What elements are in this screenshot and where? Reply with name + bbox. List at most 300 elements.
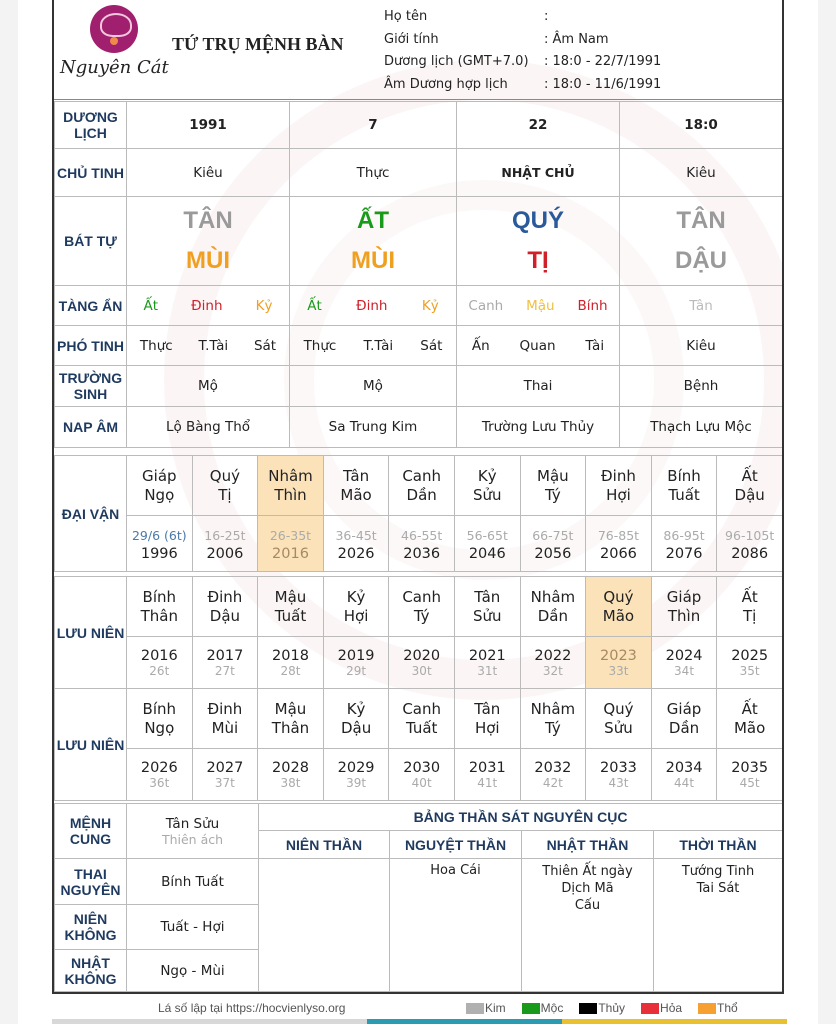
chart-frame	[52, 0, 784, 994]
chi-text: Hợi	[606, 485, 631, 504]
luu-nien-year-cell	[323, 749, 389, 801]
year-text: 2046	[468, 545, 506, 562]
thoi-than-cell	[654, 859, 783, 992]
can-text: QUÝ	[511, 207, 564, 234]
age-text: 40t	[411, 775, 432, 790]
dai-van-cell	[323, 456, 389, 516]
chi-text: Tuất	[274, 606, 307, 625]
age-text: 86-95t	[663, 527, 705, 543]
luu-nien-cell	[651, 689, 717, 749]
luu-nien-year-row	[55, 637, 783, 689]
than-sat-title-row	[55, 804, 783, 831]
hidden-stem: Canh	[468, 297, 504, 314]
nien-khong-value: Tuất - Hợi	[127, 905, 259, 950]
luu-nien-year-cell	[127, 749, 193, 801]
age-text: 43t	[608, 775, 629, 790]
year-text: 2017	[206, 647, 244, 664]
nien-than-cell	[259, 859, 390, 992]
column-header: THỜI THẦN	[654, 831, 783, 859]
nap-am-cell: Sa Trung Kim	[290, 407, 457, 448]
luu-nien-cell	[454, 577, 520, 637]
age-text: 76-85t	[597, 527, 640, 543]
year-text: 2029	[337, 759, 375, 776]
age-text: 34t	[674, 663, 695, 678]
tang-an-cell	[457, 286, 620, 326]
year-text: 2024	[665, 647, 703, 664]
than-sat-item: Tướng Tinh	[681, 864, 755, 879]
chi-text: Mão	[340, 485, 372, 504]
can-text: Giáp	[142, 466, 177, 485]
chi-text: Sửu	[472, 606, 502, 625]
luu-nien-cell	[323, 577, 389, 637]
chu-tinh-cell: NHẬT CHỦ	[457, 149, 620, 197]
age-text: 28t	[280, 663, 301, 678]
can-text: Kỷ	[477, 466, 497, 485]
info-value: : 18:0 - 22/7/1991	[544, 54, 662, 69]
hidden-stem: Ất	[307, 297, 322, 314]
chi-text: Dần	[668, 718, 700, 737]
can-text: Tân	[474, 587, 501, 606]
age-text: 26-35t	[269, 527, 312, 543]
pho-tinh-cell	[620, 326, 783, 366]
can-text: Bính	[667, 466, 701, 485]
element-legend	[466, 1001, 754, 1015]
can-text: Mậu	[274, 587, 307, 606]
row-label: TÀNG ẨN	[55, 286, 127, 326]
tang-an-cell	[127, 286, 290, 326]
info-key: Giới tính	[384, 31, 439, 47]
dai-van-year-cell	[717, 516, 783, 572]
year-text: 2036	[403, 545, 441, 562]
luu-nien-year-cell	[454, 637, 520, 689]
can-text: Tân	[343, 466, 370, 485]
pho-tinh-cell	[127, 326, 290, 366]
footer-bar-gray	[52, 1019, 367, 1024]
can-text: Canh	[402, 466, 442, 485]
row-chu-tinh	[55, 149, 783, 197]
age-text: 36t	[149, 775, 170, 790]
chi-text: Sửu	[604, 718, 633, 737]
luu-nien-cell	[127, 689, 193, 749]
pho-tinh-item: Sát	[253, 337, 277, 354]
chi-text: DẬU	[675, 247, 727, 274]
age-text: 36-45t	[335, 527, 377, 543]
year-text: 2035	[731, 759, 769, 776]
year-text: 2027	[206, 759, 244, 776]
cycles-table	[54, 455, 783, 801]
age-text: 38t	[280, 775, 301, 790]
age-text: 35t	[739, 663, 760, 678]
bat-tu-cell	[620, 197, 783, 286]
dai-van-year-cell	[389, 516, 455, 572]
row-label: THAI NGUYÊN	[55, 859, 127, 905]
chi-text: MÙI	[351, 247, 395, 274]
nap-am-cell: Thạch Lựu Mộc	[620, 407, 783, 448]
can-text: Nhâm	[530, 699, 576, 718]
age-text: 41t	[477, 775, 498, 790]
year-text: 2021	[468, 647, 506, 664]
chi-text: Mão	[733, 718, 766, 737]
legend-item	[579, 1001, 625, 1015]
row-label: LƯU NIÊN	[55, 577, 127, 689]
column-header: NIÊN THẦN	[259, 831, 390, 859]
luu-nien-year-row	[55, 749, 783, 801]
can-text: Canh	[402, 587, 442, 606]
age-text: 37t	[214, 775, 235, 790]
footer-bar-teal	[367, 1019, 562, 1024]
age-text: 32t	[542, 663, 563, 678]
luu-nien-cell	[389, 577, 455, 637]
luu-nien-year-cell	[258, 637, 324, 689]
chi-text: Dần	[537, 606, 568, 625]
can-text: Nhâm	[530, 587, 576, 606]
year-text: 1996	[140, 545, 178, 562]
chi-text: Thìn	[667, 606, 701, 625]
legend-item	[466, 1001, 506, 1015]
chi-text: Hợi	[474, 718, 500, 737]
can-text: Ất	[741, 699, 758, 718]
row-label: NAP ÂM	[55, 407, 127, 448]
truong-sinh-cell: Mộ	[127, 366, 290, 407]
can-text: Đinh	[601, 466, 636, 485]
legend-label: Mộc	[540, 1001, 564, 1015]
column-header: NGUYỆT THẦN	[390, 831, 522, 859]
pillars-table	[54, 101, 783, 448]
dai-van-year-cell	[454, 516, 520, 572]
legend-swatch	[522, 1003, 540, 1014]
info-value: :	[544, 9, 549, 24]
info-value: : 18:0 - 11/6/1991	[544, 76, 662, 92]
dai-van-cell	[389, 456, 455, 516]
hidden-stem: Kỷ	[421, 297, 439, 314]
row-label: ĐẠI VẬN	[55, 456, 127, 572]
can-text: Mậu	[537, 466, 569, 485]
luu-nien-year-cell	[717, 637, 783, 689]
dai-van-cell	[192, 456, 258, 516]
chi-text: Dậu	[734, 485, 765, 504]
bat-tu-cell	[457, 197, 620, 286]
header	[54, 0, 782, 100]
info-row	[384, 6, 661, 29]
luu-nien-can-chi-row	[55, 689, 783, 749]
logo-text: Nguyên Cát	[60, 57, 169, 78]
can-text: Nhâm	[268, 466, 313, 485]
luu-nien-year-cell	[520, 637, 586, 689]
row-label: BÁT TỰ	[55, 197, 127, 286]
row-pho-tinh	[55, 326, 783, 366]
pho-tinh-item: Ấn	[471, 337, 490, 354]
age-text: 30t	[411, 663, 432, 678]
luu-nien-cell	[192, 577, 258, 637]
year-text: 2022	[534, 647, 572, 664]
hour-pillar-value: 18:0	[620, 102, 783, 149]
age-text: 31t	[477, 663, 498, 678]
luu-nien-cell	[192, 689, 258, 749]
luu-nien-can-chi-row	[55, 577, 783, 637]
luu-nien-year-cell	[127, 637, 193, 689]
can-text: Quý	[209, 466, 240, 485]
row-duong-lich	[55, 102, 783, 149]
can-text: Mậu	[274, 699, 307, 718]
chu-tinh-cell: Kiêu	[127, 149, 290, 197]
hidden-stem: Tân	[689, 297, 713, 314]
row-label: NIÊN KHÔNG	[55, 905, 127, 950]
hidden-stem: Ất	[143, 297, 159, 314]
hidden-stem: Bính	[577, 297, 608, 314]
luu-nien-year-cell	[717, 749, 783, 801]
luu-nien-year-cell	[258, 749, 324, 801]
legend-label: Thổ	[717, 1001, 738, 1015]
nap-am-cell: Lộ Bàng Thổ	[127, 407, 290, 448]
chi-text: Sửu	[472, 485, 502, 504]
menh-cung-value: Tân Sửu	[165, 815, 220, 832]
age-text: 44t	[674, 775, 695, 790]
pho-tinh-item: Kiêu	[686, 337, 716, 354]
year-text: 2018	[272, 647, 309, 664]
year-text: 2006	[206, 545, 244, 562]
info-key: Họ tên	[384, 9, 428, 24]
hidden-stem: Đinh	[191, 297, 223, 314]
legend-swatch	[579, 1003, 597, 1014]
chi-text: Hợi	[343, 606, 369, 625]
can-text: Đinh	[207, 699, 243, 718]
can-text: Giáp	[666, 699, 702, 718]
year-text: 2034	[665, 759, 703, 776]
can-text: Giáp	[666, 587, 702, 606]
bat-tu-cell	[127, 197, 290, 286]
legend-swatch	[641, 1003, 659, 1014]
chi-text: Mùi	[211, 718, 239, 737]
age-text: 27t	[214, 663, 235, 678]
chi-text: Tuất	[405, 718, 438, 737]
age-text: 26t	[149, 663, 170, 678]
chi-text: Tị	[742, 606, 757, 625]
chi-text: Mão	[602, 606, 635, 625]
year-text: 2023	[600, 647, 637, 664]
bat-tu-cell	[290, 197, 457, 286]
pho-tinh-item: Tài	[585, 337, 605, 354]
legend-swatch	[466, 1003, 484, 1014]
than-sat-item: Hoa Cái	[430, 863, 481, 878]
row-label: PHÓ TINH	[55, 326, 127, 366]
chi-text: Tị	[218, 485, 232, 504]
dai-van-year-row	[55, 516, 783, 572]
can-text: Ất	[741, 466, 758, 485]
legend-item	[641, 1001, 682, 1015]
info-key: Dương lịch (GMT+7.0)	[384, 54, 529, 69]
legend-item	[698, 1001, 738, 1015]
hidden-stem: Kỷ	[255, 297, 273, 314]
luu-nien-cell	[651, 577, 717, 637]
page-title: TỨ TRỤ MỆNH BÀN	[172, 34, 344, 54]
than-sat-item: Dịch Mã	[561, 881, 614, 896]
luu-nien-cell	[323, 689, 389, 749]
year-text: 2025	[731, 647, 769, 664]
year-text: 2016	[140, 647, 178, 664]
year-text: 2026	[337, 545, 375, 562]
can-text: Quý	[603, 587, 634, 606]
info-key: Âm Dương hợp lịch	[384, 76, 508, 92]
tang-an-cell	[290, 286, 457, 326]
luu-nien-cell	[258, 577, 324, 637]
dai-van-year-cell	[192, 516, 258, 572]
luu-nien-year-cell	[651, 749, 717, 801]
luu-nien-year-cell	[389, 749, 455, 801]
chi-text: Ngọ	[144, 718, 175, 737]
can-text: ẤT	[357, 207, 389, 234]
age-text: 16-25t	[204, 527, 246, 543]
luu-nien-cell	[717, 689, 783, 749]
info-row	[384, 74, 661, 97]
chu-tinh-cell: Thực	[290, 149, 457, 197]
year-text: 2032	[534, 759, 572, 776]
luu-nien-year-cell	[192, 637, 258, 689]
row-label: LƯU NIÊN	[55, 689, 127, 801]
year-pillar-value: 1991	[127, 102, 290, 149]
age-text: 66-75t	[532, 527, 574, 543]
pho-tinh-item: Quan	[519, 337, 556, 354]
truong-sinh-cell: Bệnh	[620, 366, 783, 407]
luu-nien-cell	[586, 689, 652, 749]
menh-cung-cell	[127, 804, 259, 859]
luu-nien-year-cell	[586, 749, 652, 801]
dai-van-cell	[454, 456, 520, 516]
dai-van-can-chi-row	[55, 456, 783, 516]
dai-van-year-cell	[586, 516, 652, 572]
dai-van-year-cell	[651, 516, 717, 572]
nhat-than-cell	[522, 859, 654, 992]
luu-nien-cell	[520, 689, 586, 749]
age-text: 45t	[739, 775, 760, 790]
than-sat-item: Thiên Ất ngày	[542, 864, 633, 879]
row-nap-am	[55, 407, 783, 448]
dai-van-cell	[127, 456, 193, 516]
pho-tinh-item: Thực	[139, 337, 173, 354]
chi-text: Dậu	[209, 606, 241, 625]
dai-van-cell	[520, 456, 586, 516]
nguyet-than-cell	[390, 859, 522, 992]
age-text: 29/6 (6t)	[131, 527, 187, 543]
luu-nien-cell	[389, 689, 455, 749]
can-text: Ất	[741, 587, 758, 606]
year-text: 2086	[731, 545, 769, 562]
hidden-stem: Đinh	[356, 297, 388, 314]
pho-tinh-item: T.Tài	[198, 337, 229, 354]
luu-nien-cell	[258, 689, 324, 749]
year-text: 2056	[534, 545, 572, 562]
personal-info	[384, 6, 661, 96]
can-text: Đinh	[207, 587, 243, 606]
can-text: TÂN	[183, 207, 233, 234]
footer	[0, 996, 836, 1020]
dai-van-year-cell	[520, 516, 586, 572]
row-label: MỆNH CUNG	[55, 804, 127, 859]
year-text: 2028	[272, 759, 309, 776]
age-text: 42t	[542, 775, 563, 790]
chi-text: Thìn	[274, 485, 307, 504]
pho-tinh-item: T.Tài	[363, 337, 394, 354]
thai-nguyen-row	[55, 859, 783, 905]
age-text: 46-55t	[401, 527, 443, 543]
row-label: TRƯỜNG SINH	[55, 366, 127, 407]
row-label: DƯƠNG LỊCH	[55, 102, 127, 149]
can-text: Bính	[142, 587, 177, 606]
footer-bar-yellow	[562, 1019, 787, 1024]
luu-nien-year-cell	[389, 637, 455, 689]
luu-nien-cell	[454, 689, 520, 749]
dai-van-year-cell	[323, 516, 389, 572]
dai-van-cell	[651, 456, 717, 516]
row-bat-tu	[55, 197, 783, 286]
year-text: 2030	[403, 759, 441, 776]
age-text: 39t	[346, 775, 367, 790]
day-pillar-value: 22	[457, 102, 620, 149]
year-text: 2076	[665, 545, 703, 562]
luu-nien-year-cell	[520, 749, 586, 801]
chi-text: Tý	[545, 485, 561, 504]
luu-nien-cell	[127, 577, 193, 637]
luu-nien-year-cell	[192, 749, 258, 801]
dai-van-year-cell	[127, 516, 193, 572]
age-text: 96-105t	[725, 527, 775, 543]
chi-text: Tý	[413, 606, 430, 625]
month-pillar-value: 7	[290, 102, 457, 149]
chi-text: TỊ	[527, 247, 549, 274]
nap-am-cell: Trường Lưu Thủy	[457, 407, 620, 448]
than-sat-item: Cấu	[574, 898, 601, 913]
pho-tinh-item: Sát	[420, 337, 443, 354]
dai-van-year-cell	[258, 516, 324, 572]
source-text: Lá số lập tại https://hocvienlyso.org	[158, 1001, 346, 1015]
age-text: 56-65t	[466, 527, 508, 543]
chi-text: Thân	[271, 718, 310, 737]
can-text: Kỷ	[346, 699, 366, 718]
legend-item	[522, 1001, 564, 1015]
year-text: 2020	[403, 647, 441, 664]
chi-text: Thân	[140, 606, 178, 625]
can-text: Quý	[603, 699, 634, 718]
luu-nien-year-cell	[454, 749, 520, 801]
menh-cung-sub: Thiên ách	[161, 831, 224, 847]
can-text: Bính	[142, 699, 177, 718]
pho-tinh-cell	[290, 326, 457, 366]
chu-tinh-cell: Kiêu	[620, 149, 783, 197]
year-text: 2033	[600, 759, 637, 776]
column-header: NHẬT THẦN	[522, 831, 654, 859]
row-truong-sinh	[55, 366, 783, 407]
year-text: 2016	[272, 545, 309, 562]
legend-label: Thủy	[598, 1001, 626, 1015]
can-text: Tân	[474, 699, 501, 718]
truong-sinh-cell: Thai	[457, 366, 620, 407]
legend-label: Kim	[485, 1001, 506, 1015]
pho-tinh-cell	[457, 326, 620, 366]
hidden-stem: Mậu	[526, 297, 555, 314]
row-label: CHỦ TINH	[55, 149, 127, 197]
chi-text: Tuất	[668, 485, 700, 504]
luu-nien-cell	[717, 577, 783, 637]
can-text: Canh	[402, 699, 442, 718]
nhat-khong-value: Ngọ - Mùi	[127, 950, 259, 992]
than-sat-item: Tai Sát	[696, 881, 740, 896]
can-text: TÂN	[676, 207, 726, 234]
bottom-table	[54, 803, 783, 992]
luu-nien-year-cell	[323, 637, 389, 689]
chi-text: MÙI	[186, 247, 230, 274]
info-row	[384, 29, 661, 52]
year-text: 2019	[337, 647, 375, 664]
dai-van-cell	[717, 456, 783, 516]
